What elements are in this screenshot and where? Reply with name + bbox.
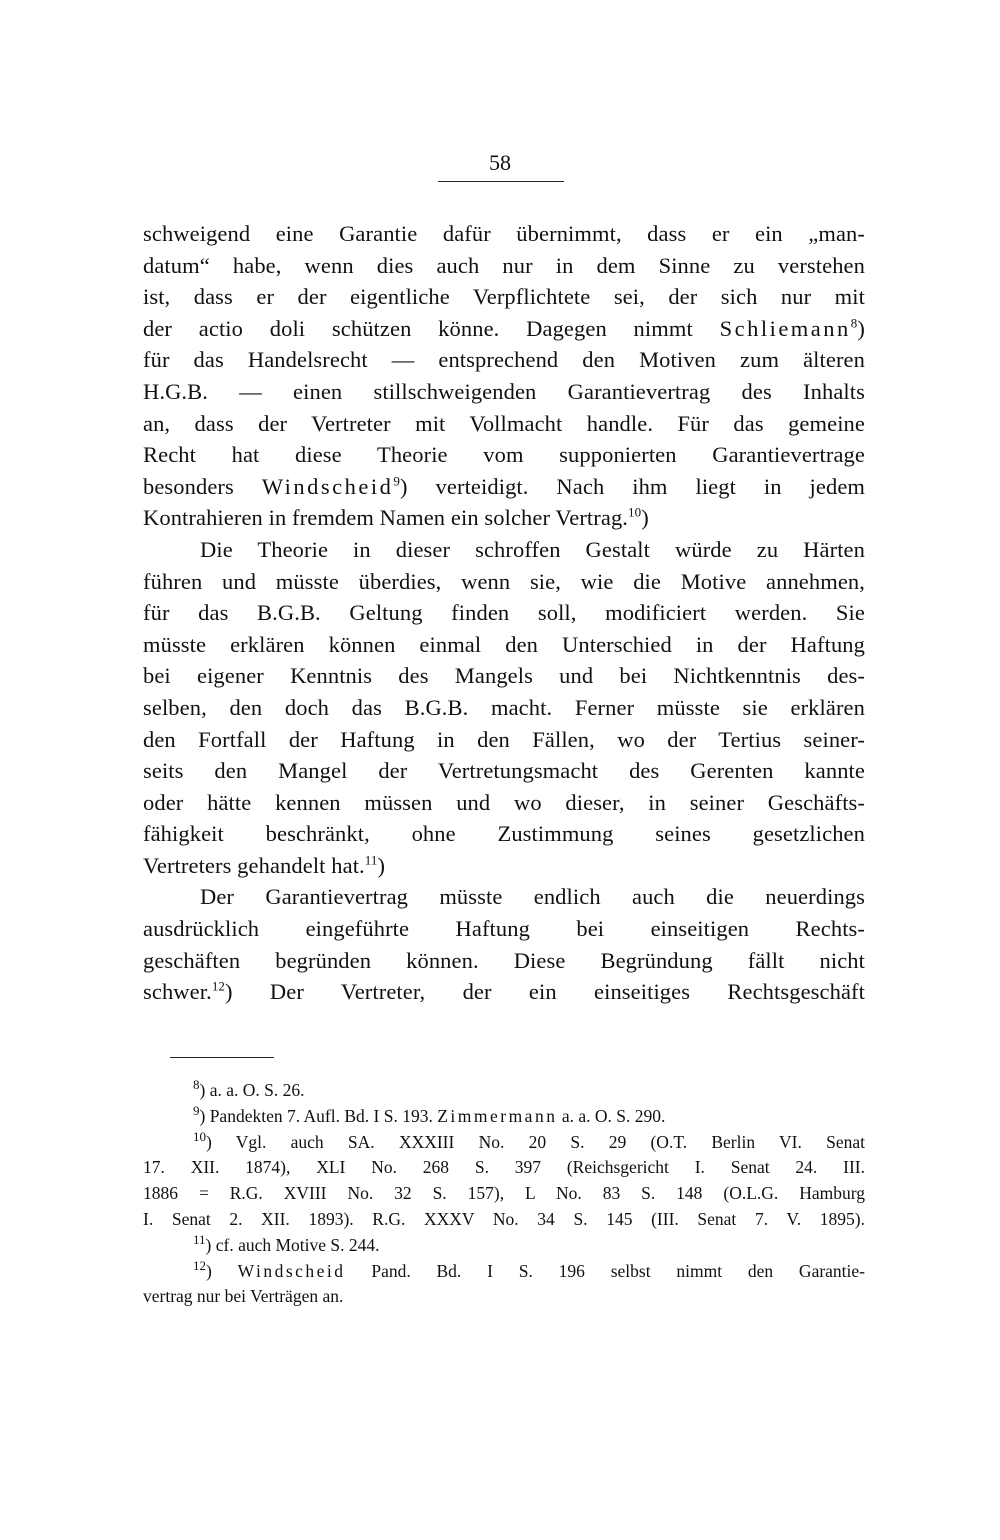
footnote-line: $^{11}$) cf. auch Motive S. 244. [193,1231,380,1255]
author-name: Windscheid [261,473,394,499]
body-line: ist, dass er der eigentliche Verpflichtete sei, der sich nur mit [143,284,865,310]
body-line: selben, den doch das B.G.B. macht. Ferner müsste sie erklären [143,694,865,720]
body-line: bei eigener Kenntnis des Mangels und bei Nichtkenntnis des- [143,663,865,689]
body-line: Recht hat diese Theorie vom supponierten Garantievertrage [143,442,865,468]
footnote-line: $^{10}$) Vgl. auch SA. XXXIII No. 20 S. 29 (O.T. Berlin VI. Senat [193,1128,865,1152]
author-name: Zimmermann [437,1105,558,1126]
footnotes [143,1078,865,1310]
body-line: geschäften begründen können. Diese Begründung fällt nicht [143,947,865,973]
footnote-line: vertrag nur bei Verträgen an. [143,1286,344,1307]
body-line: fähigkeit beschränkt, ohne Zustimmung seines gesetzlichen [143,821,865,847]
footnote-ref: 9 [393,473,401,489]
author-name: Windscheid [237,1260,346,1281]
author-name: Schliemann [719,315,851,341]
body-line: Die Theorie in dieser schroffen Gestalt würde zu Härten [200,536,865,562]
body-line: besonders Windscheid$^9$) verteidigt. Nach ihm liegt in jedem [143,473,866,499]
footnote-ref: 10 [628,504,642,520]
footnote-line: 1886 = R.G. XVIII No. 32 S. 157), L No. 83 S. 148 (O.L.G. Hamburg [143,1183,865,1204]
footnote-separator [170,1057,274,1058]
body-line: an, dass der Vertreter mit Vollmacht handle. Für das gemeine [143,410,865,436]
footnote-number: 12 [193,1257,206,1273]
body-line: für das Handelsrecht — entsprechend den Motiven zum älteren [143,347,865,373]
footnote-ref: 8 [850,315,858,331]
footnote-line: 17. XII. 1874), XLI No. 268 S. 397 (Reichsgericht I. Senat 24. III. [143,1157,865,1178]
footnote-line: $^8$) a. a. O. S. 26. [193,1077,305,1100]
footnote-ref: 11 [364,852,378,868]
footnote-line: $^9$) Pandekten 7. Aufl. Bd. I S. 193. Zimmermann a. a. O. S. 290. [193,1102,666,1126]
body-line: der actio doli schützen könne. Dagegen nimmt Schliemann$^8$) [143,315,865,341]
body-line: für das B.G.B. Geltung finden soll, modificiert werden. Sie [143,600,865,626]
body-line: müsste erklären können einmal den Unterschied in der Haftung [143,631,865,657]
page-number: 58 [489,150,511,175]
body-line: Der Garantievertrag müsste endlich auch die neuerdings [200,884,865,910]
footnote-line: I. Senat 2. XII. 1893). R.G. XXXV No. 34 S. 145 (III. Senat 7. V. 1895). [143,1208,865,1229]
body-line: Kontrahieren in fremdem Namen ein solcher Vertrag.$^{10}$) [143,504,649,531]
body-line: den Fortfall der Haftung in den Fällen, wo der Tertius seiner- [143,726,865,752]
body-text [143,218,865,1008]
body-line: schwer.$^{12}$) Der Vertreter, der ein einseitiges Rechtsgeschäft [143,978,865,1005]
footnote-number: 9 [193,1102,200,1118]
footnote-number: 10 [193,1128,206,1144]
footnote-number: 8 [193,1077,200,1093]
footnote-ref: 12 [211,978,226,994]
footnote-number: 11 [193,1231,206,1247]
page-number-rule [438,181,564,182]
body-line: H.G.B. — einen stillschweigenden Garantievertrag des Inhalts [143,378,865,404]
body-line: führen und müsste überdies, wenn sie, wie die Motive annehmen, [143,568,865,594]
footnote-line: $^{12}$) Windscheid Pand. Bd. I S. 196 selbst nimmt den Garantie- [193,1257,865,1281]
body-line: schweigend eine Garantie dafür übernimmt, dass er ein „man- [143,221,865,246]
body-line: Vertreters gehandelt hat.$^{11}$) [143,852,386,878]
body-line: datum“ habe, wenn dies auch nur in dem Sinne zu verstehen [143,252,865,278]
body-line: seits den Mangel der Vertretungsmacht des Gerenten kannte [143,758,865,784]
body-line: ausdrücklich eingeführte Haftung bei einseitigen Rechts- [143,916,865,942]
body-line: oder hätte kennen müssen und wo dieser, in seiner Geschäfts- [143,789,865,815]
